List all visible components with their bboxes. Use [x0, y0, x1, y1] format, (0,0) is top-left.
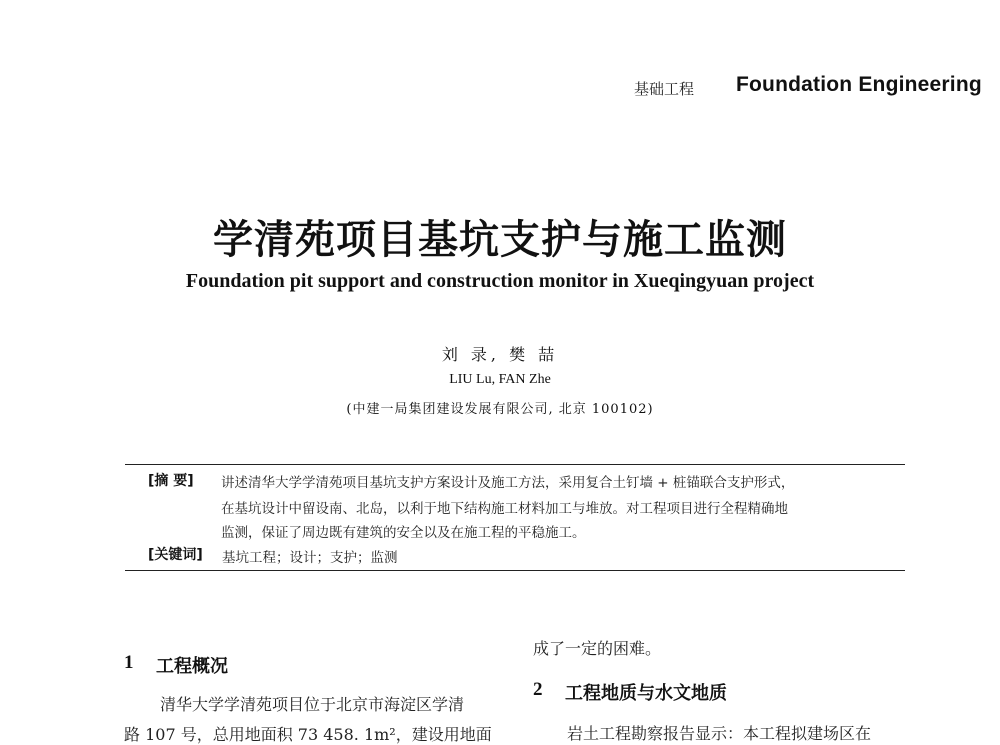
- column-2-continuation-line: 成了一定的困难。: [533, 639, 662, 658]
- section-1-title: 工程概况: [156, 656, 228, 677]
- section-1-number: 1: [124, 652, 134, 673]
- section-1-paragraph-line: 清华大学学清苑项目位于北京市海淀区学清: [160, 695, 465, 714]
- abstract-bottom-rule: [125, 570, 905, 571]
- affiliation: (中建一局集团建设发展有限公司, 北京 100102): [346, 402, 654, 417]
- journal-name-cn: 基础工程: [634, 80, 695, 98]
- authors-en: LIU Lu, FAN Zhe: [449, 372, 551, 387]
- keywords-label: [关键词]: [148, 547, 203, 563]
- journal-name-en: Foundation Engineering: [736, 73, 982, 96]
- abstract-line: 监测，保证了周边既有建筑的安全以及在施工程的平稳施工。: [221, 525, 586, 541]
- paper-title-cn: 学清苑项目基坑支护与施工监测: [213, 217, 787, 263]
- abstract-line: 在基坑设计中留设南、北岛，以利于地下结构施工材料加工与堆放。对工程项目进行全程精确地: [221, 501, 788, 517]
- section-2-paragraph-line: 岩土工程勘察报告显示：本工程拟建场区在: [567, 724, 872, 743]
- section-1-paragraph-line: 路 107 号，总用地面积 73 458. 1m²，建设用地面: [124, 725, 492, 744]
- abstract-label: [摘 要]: [148, 473, 194, 489]
- keywords-text: 基坑工程；设计；支护；监测: [222, 550, 398, 566]
- authors-cn: 刘 录, 樊 喆: [441, 345, 559, 364]
- paper-title-en: Foundation pit support and construction monitor in Xueqingyuan project: [185, 270, 815, 292]
- section-2-title: 工程地质与水文地质: [565, 683, 727, 704]
- abstract-line: 讲述清华大学学清苑项目基坑支护方案设计及施工方法，采用复合土钉墙 + 桩锚联合支护形式，: [221, 475, 795, 491]
- section-2-number: 2: [533, 679, 543, 700]
- abstract-top-rule: [125, 464, 905, 465]
